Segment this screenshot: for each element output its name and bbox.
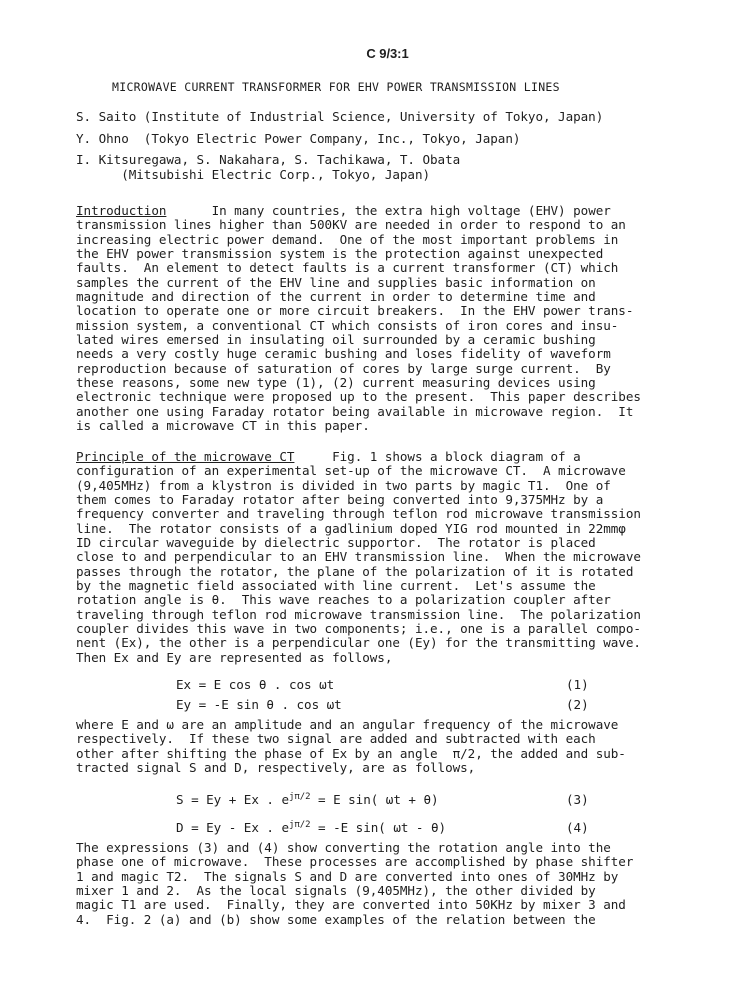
principle-line: traveling through teflon rod microwave transmission line. The polarization: [76, 606, 641, 622]
intro-line: increasing electric power demand. One of the most important problems in: [76, 231, 619, 247]
principle-line: configuration of an experimental set-up of the microwave CT. A microwave: [76, 463, 626, 479]
principle-line: passes through the rotator, the plane of the polarization of it is rotated: [76, 563, 634, 579]
intro-line: the EHV power transmission system is the protection against unexpected: [76, 246, 604, 262]
equation-2-number: (2): [566, 697, 589, 712]
author-line-2: Y. Ohno (Tokyo Electric Power Company, Inc., Tokyo, Japan): [76, 131, 521, 146]
body-line: respectively. If these two signal are added and subtracted with each: [76, 731, 596, 747]
intro-line: reproduction because of saturation of cores by large surge current. By: [76, 360, 611, 376]
body-line: tracted signal S and D, respectively, are as follows,: [76, 760, 476, 776]
conversion-paragraph: [76, 841, 656, 927]
intro-line: mission system, a conventional CT which consists of iron cores and insu-: [76, 317, 619, 333]
equation-3-number: (3): [566, 792, 589, 807]
principle-heading: Principle of the microwave CT: [76, 449, 295, 464]
introduction-heading: Introduction: [76, 203, 167, 218]
principle-line: nent (Ex), the other is a perpendicular one (Ey) for the transmitting wave.: [76, 635, 641, 651]
equation-3-lhs: S = Ey + Ex . e: [176, 792, 289, 808]
intro-line: faults. An element to detect faults is a current transformer (CT) which: [76, 260, 619, 276]
principle-line: frequency converter and traveling through teflon rod microwave transmission: [76, 506, 641, 522]
intro-line: lated wires emersed in insulating oil surrounded by a ceramic bushing: [76, 332, 596, 348]
author-line-3: I. Kitsuregawa, S. Nakahara, S. Tachikawa, T. Obata: [76, 152, 461, 167]
equation-3: [176, 792, 439, 807]
intro-line: needs a very costly huge ceramic bushing and loses fidelity of waveform: [76, 346, 611, 362]
body-line: 4. Fig. 2 (a) and (b) show some examples of the relation between the: [76, 911, 596, 927]
intro-line: In many countries, the extra high voltage (EHV) power: [166, 203, 611, 218]
intro-line: location to operate one or more circuit breakers. In the EHV power trans-: [76, 303, 634, 319]
author-line-4: (Mitsubishi Electric Corp., Tokyo, Japan): [76, 167, 431, 182]
principle-line: ID circular waveguide by dielectric supportor. The rotator is placed: [76, 535, 596, 551]
paper-title: MICROWAVE CURRENT TRANSFORMER FOR EHV POWER TRANSMISSION LINES: [112, 80, 560, 94]
session-code: C 9/3:1: [366, 46, 409, 61]
equation-4-lhs: D = Ey - Ex . e: [176, 820, 289, 836]
author-line-1: S. Saito (Institute of Industrial Science, University of Tokyo, Japan): [76, 109, 604, 124]
principle-line: close to and perpendicular to an EHV transmission line. When the microwave: [76, 549, 641, 565]
principle-line: them comes to Faraday rotator after being converted into 9,375MHz by a: [76, 492, 604, 508]
principle-line: by the magnetic field associated with line current. Let's assume the: [76, 578, 596, 594]
equation-1: Ex = E cos θ . cos ωt: [176, 677, 335, 692]
principle-line: Then Ex and Ey are represented as follows,: [76, 649, 393, 665]
intro-line: another one using Faraday rotator being available in microwave region. It: [76, 403, 634, 419]
body-line: mixer 1 and 2. As the local signals (9,405MHz), the other divided by: [76, 883, 596, 899]
principle-line: rotation angle is θ. This wave reaches to a polarization coupler after: [76, 592, 611, 608]
equation-4-rhs: = -E sin( ωt - θ): [310, 820, 447, 836]
body-line: other after shifting the phase of Ex by an angle π/2, the added and sub-: [76, 745, 626, 761]
equation-2: Ey = -E sin θ . cos ωt: [176, 697, 342, 712]
principle-line: line. The rotator consists of a gadlinium doped YIG rod mounted in 22mmφ: [76, 520, 626, 536]
intro-line: transmission lines higher than 500KV are needed in order to respond to an: [76, 217, 626, 233]
introduction-section: [76, 204, 656, 434]
principle-line: Fig. 1 shows a block diagram of a: [294, 449, 581, 464]
body-line: phase one of microwave. These processes are accomplished by phase shifter: [76, 854, 634, 870]
body-line: magic T1 are used. Finally, they are converted into 50KHz by mixer 3 and: [76, 897, 626, 913]
equation-4: [176, 820, 446, 835]
body-line: 1 and magic T2. The signals S and D are converted into ones of 30MHz by: [76, 868, 619, 884]
equation-3-exponent: jπ/2: [288, 792, 311, 802]
equation-explanation: [76, 718, 656, 775]
principle-line: (9,405MHz) from a klystron is divided in two parts by magic T1. One of: [76, 477, 611, 493]
equation-3-rhs: = E sin( ωt + θ): [310, 792, 439, 808]
intro-line: electronic technique were proposed up to the present. This paper describes: [76, 389, 641, 405]
principle-line: coupler divides this wave in two components; i.e., one is a parallel compo-: [76, 621, 641, 637]
intro-line: samples the current of the EHV line and supplies basic information on: [76, 274, 596, 290]
body-line: The expressions (3) and (4) show converting the rotation angle into the: [76, 840, 611, 855]
equation-4-exponent: jπ/2: [288, 820, 311, 830]
equation-4-number: (4): [566, 820, 589, 835]
equation-1-number: (1): [566, 677, 589, 692]
body-line: where E and ω are an amplitude and an angular frequency of the microwave: [76, 717, 619, 732]
intro-line: these reasons, some new type (1), (2) current measuring devices using: [76, 375, 596, 391]
intro-line: magnitude and direction of the current in order to determine time and: [76, 289, 596, 305]
principle-section: [76, 450, 656, 665]
intro-line: is called a microwave CT in this paper.: [76, 418, 370, 434]
